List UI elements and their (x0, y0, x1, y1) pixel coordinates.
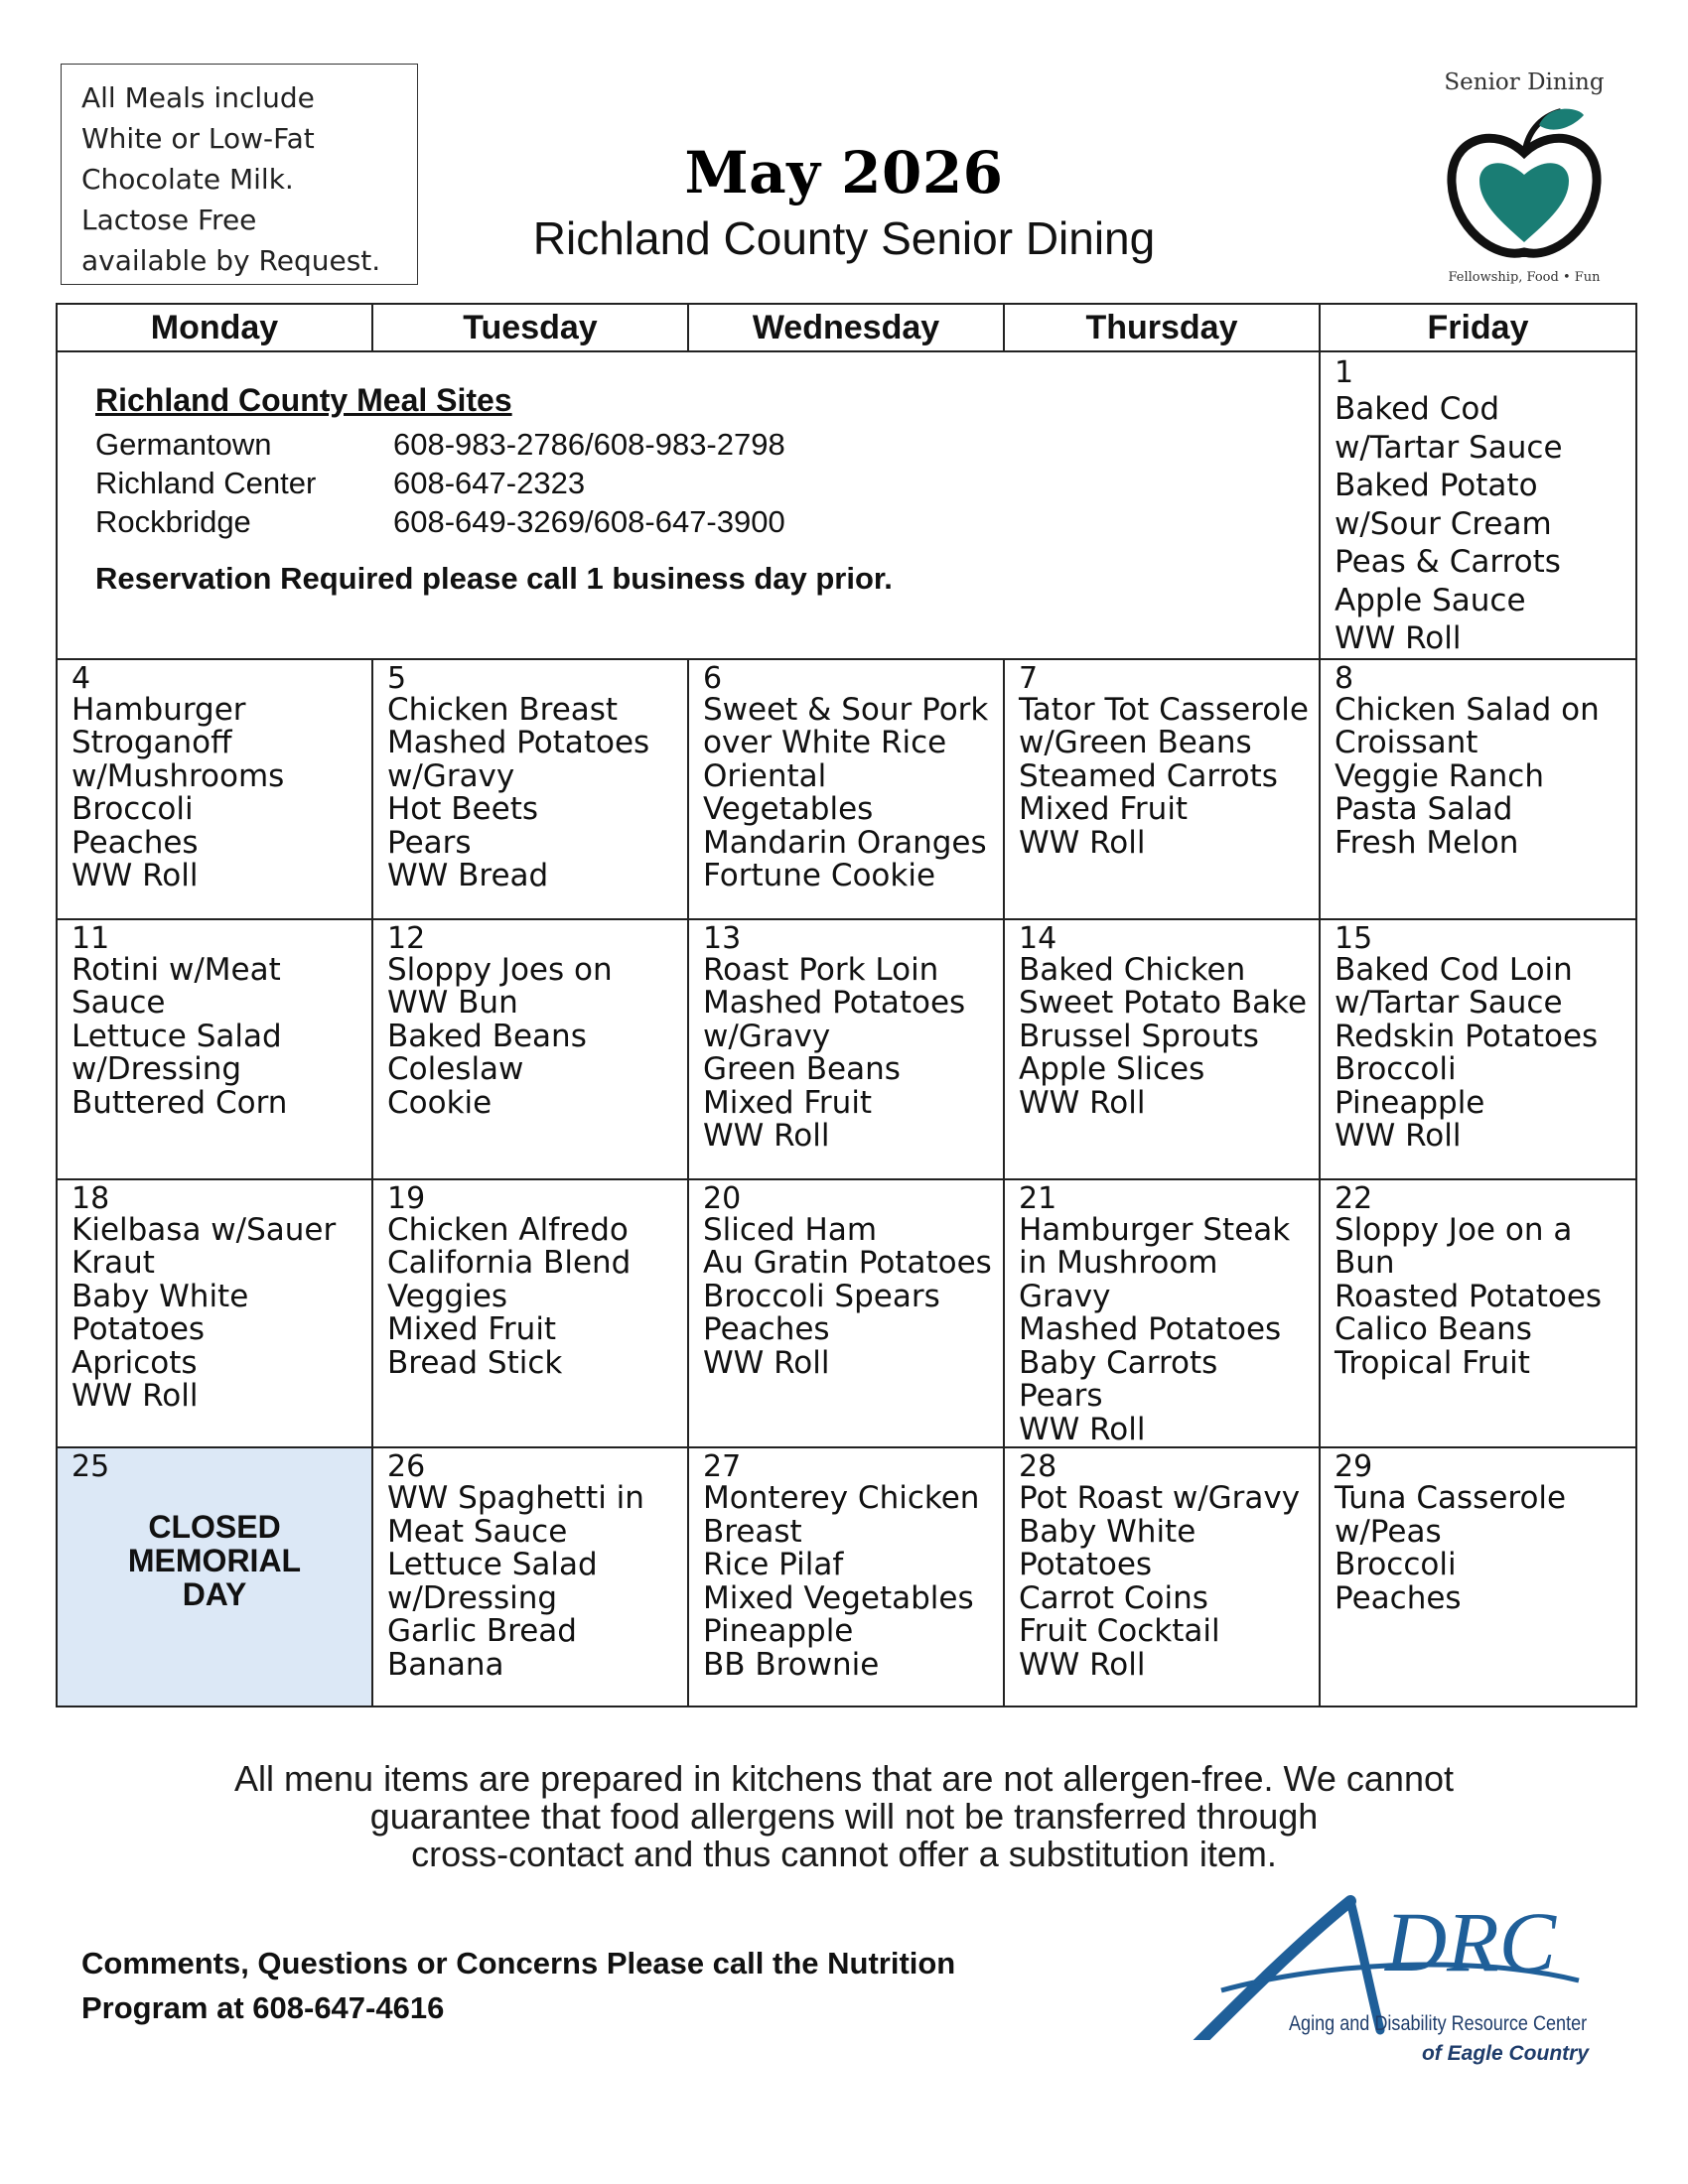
menu-item: w/Gravy (387, 757, 515, 794)
menu-item: WW Roll (1019, 824, 1146, 861)
meal-site-name: Germantown (95, 427, 272, 462)
day-number: 29 (1335, 1449, 1373, 1484)
menu-item: Pears (1019, 1378, 1103, 1414)
day-cell (688, 919, 1004, 1179)
menu-item: Baked Cod Loin (1335, 951, 1573, 988)
menu-item: Carrot Coins (1019, 1579, 1208, 1616)
menu-item: Coleslaw (387, 1051, 524, 1087)
menu-item: California Blend (387, 1245, 632, 1281)
menu-item: WW Roll (1019, 1411, 1146, 1447)
menu-item: Meat Sauce (387, 1513, 568, 1550)
menu-item: WW Roll (703, 1344, 830, 1381)
menu-item: in Mushroom (1019, 1245, 1218, 1281)
menu-item: Rice Pilaf (703, 1547, 844, 1582)
week-row (57, 659, 1636, 919)
menu-calendar (56, 303, 1637, 1707)
menu-item: Hamburger (71, 691, 246, 728)
menu-item: Gravy (1019, 1278, 1111, 1314)
day-cell (1320, 1447, 1636, 1706)
day-cell (372, 1447, 688, 1706)
menu-item: Broccoli Spears (703, 1278, 940, 1314)
menu-item: Rotini w/Meat (71, 951, 281, 988)
menu-item: WW Spaghetti in (387, 1480, 644, 1516)
menu-item: Chicken Salad on (1335, 691, 1600, 728)
day-number: 13 (703, 920, 742, 956)
menu-item: Tropical Fruit (1335, 1344, 1530, 1381)
day-number: 22 (1335, 1180, 1373, 1216)
menu-item: Mixed Fruit (387, 1311, 557, 1347)
menu-item: Veggies (387, 1278, 508, 1314)
day-cell (1320, 1179, 1636, 1448)
menu-item: WW Bun (387, 985, 518, 1021)
meal-sites-heading: Richland County Meal Sites (95, 382, 512, 418)
menu-item: over White Rice (703, 725, 947, 760)
menu-item: Tator Tot Casserole (1019, 691, 1309, 728)
menu-item: Monterey Chicken (703, 1480, 980, 1516)
day-number: 19 (387, 1180, 426, 1216)
week-row (57, 919, 1636, 1179)
menu-item: Peas & Carrots (1335, 544, 1561, 580)
menu-item: Fruit Cocktail (1019, 1613, 1220, 1649)
menu-item: Apple Sauce (1335, 582, 1526, 618)
day-number: 8 (1335, 660, 1354, 696)
menu-item: WW Roll (1335, 620, 1462, 656)
menu-item: Mashed Potatoes (387, 725, 650, 760)
day-cell (1004, 1447, 1320, 1706)
menu-item: Broccoli (1335, 1547, 1457, 1582)
closed-notice-line: CLOSED (148, 1509, 281, 1545)
menu-item: Breast (703, 1513, 802, 1550)
milk-note-line: All Meals include (81, 81, 315, 114)
day-number: 20 (703, 1180, 742, 1216)
milk-note-line: White or Low-Fat (81, 122, 315, 155)
day-number: 4 (71, 660, 91, 696)
menu-item: Pineapple (703, 1613, 854, 1649)
meal-site-phone: 608-649-3269/608-647-3900 (393, 504, 785, 539)
menu-item: WW Roll (71, 858, 199, 893)
menu-item: Hot Beets (387, 791, 539, 827)
menu-item: WW Roll (71, 1378, 199, 1414)
menu-item: Fortune Cookie (703, 858, 936, 893)
menu-item: w/Dressing (387, 1579, 558, 1616)
menu-item: Pasta Salad (1335, 791, 1513, 827)
menu-item: Sweet Potato Bake (1019, 985, 1308, 1021)
reservation-note: Reservation Required please call 1 business day prior. (95, 561, 893, 596)
menu-item: Oriental (703, 757, 827, 794)
day-cell (372, 1179, 688, 1448)
day-cell (372, 919, 688, 1179)
meal-site-phone: 608-983-2786/608-983-2798 (393, 427, 785, 462)
milk-note-line: Lactose Free (81, 204, 257, 236)
menu-item: WW Roll (1019, 1646, 1146, 1683)
weekday-header: Friday (1320, 304, 1636, 351)
day-number: 1 (1335, 355, 1354, 390)
day-number: 7 (1019, 660, 1039, 696)
menu-item: Potatoes (1019, 1547, 1153, 1582)
closed-notice (58, 1510, 371, 1611)
day-number: 18 (71, 1180, 110, 1216)
menu-item: Sauce (71, 985, 166, 1021)
closed-notice-line: MEMORIAL (127, 1543, 302, 1578)
meal-site-row (95, 427, 785, 463)
meal-sites-panel (57, 351, 1320, 659)
menu-item: Hamburger Steak (1019, 1211, 1291, 1248)
day-cell (57, 1179, 372, 1448)
day-cell (688, 659, 1004, 919)
day-cell (57, 659, 372, 919)
day-number: 12 (387, 920, 426, 956)
menu-item: BB Brownie (703, 1646, 880, 1683)
menu-item: Peaches (71, 824, 199, 861)
menu-item: w/Dressing (71, 1051, 242, 1087)
menu-item: Baby White (71, 1278, 249, 1314)
day-number: 5 (387, 660, 407, 696)
menu-item: Baked Cod (1335, 391, 1500, 427)
menu-item: Potatoes (71, 1311, 206, 1347)
adrc-full-name: Aging and Disability Resource Center (1289, 2012, 1588, 2035)
meal-site-row (95, 504, 785, 540)
day-cell (1320, 351, 1636, 659)
day-number: 21 (1019, 1180, 1057, 1216)
menu-item: w/Gravy (703, 1018, 831, 1054)
menu-item: Baked Potato (1335, 468, 1538, 503)
closed-notice-line: DAY (182, 1576, 247, 1612)
menu-item: Kielbasa w/Sauer (71, 1211, 337, 1248)
week-row (57, 351, 1636, 659)
apple-heart-icon (1440, 103, 1609, 267)
menu-item: Chicken Alfredo (387, 1211, 629, 1248)
menu-item: Au Gratin Potatoes (703, 1245, 992, 1281)
menu-item: Mixed Vegetables (703, 1579, 974, 1616)
menu-item: w/Sour Cream (1335, 505, 1552, 542)
menu-item: Baby White (1019, 1513, 1196, 1550)
menu-item: Fresh Melon (1335, 824, 1519, 861)
menu-item: Tuna Casserole (1335, 1480, 1567, 1516)
contact-line: Program at 608-647-4616 (81, 1990, 445, 2025)
menu-item: w/Peas (1335, 1513, 1442, 1550)
menu-item: Lettuce Salad (387, 1547, 598, 1582)
week-row (57, 1179, 1636, 1448)
menu-item: Pineapple (1335, 1084, 1485, 1121)
menu-item: Roast Pork Loin (703, 951, 939, 988)
day-cell (1320, 659, 1636, 919)
disclaimer-line: All menu items are prepared in kitchens that are not allergen-free. We cannot (234, 1758, 1454, 1799)
adrc-logo (1182, 1881, 1599, 2080)
menu-item: Lettuce Salad (71, 1018, 282, 1054)
adrc-region: of Eagle Country (1421, 2042, 1589, 2065)
menu-item: w/Tartar Sauce (1335, 985, 1563, 1021)
page-subtitle: Richland County Senior Dining (532, 212, 1156, 264)
closed-day-cell (57, 1447, 372, 1706)
milk-note-line: available by Request. (81, 244, 381, 277)
menu-item: Apricots (71, 1344, 198, 1381)
menu-item: Broccoli (1335, 1051, 1457, 1087)
menu-item: Peaches (1335, 1579, 1462, 1616)
menu-item: Baked Beans (387, 1018, 587, 1054)
menu-item: Sloppy Joes on (387, 951, 613, 988)
menu-item: Cookie (387, 1084, 492, 1121)
adrc-letters: DRC (1385, 1894, 1556, 1989)
menu-item: Chicken Breast (387, 691, 619, 728)
menu-item: Kraut (71, 1245, 155, 1281)
day-cell (1004, 659, 1320, 919)
menu-item: Mashed Potatoes (1019, 1311, 1282, 1347)
menu-item: Banana (387, 1646, 504, 1683)
day-cell (57, 919, 372, 1179)
menu-item: Mashed Potatoes (703, 985, 966, 1021)
day-number: 26 (387, 1449, 426, 1484)
menu-item: Brussel Sprouts (1019, 1018, 1259, 1054)
menu-item: Mixed Fruit (703, 1084, 873, 1121)
senior-dining-brand: Senior Dining (1444, 69, 1605, 95)
nutrition-contact (81, 1941, 955, 2030)
menu-item: Bread Stick (387, 1344, 563, 1381)
weekday-header-row (57, 304, 1636, 351)
menu-item: Buttered Corn (71, 1084, 288, 1121)
weekday-header: Wednesday (688, 304, 1004, 351)
disclaimer-line: guarantee that food allergens will not be transferred through (369, 1796, 1319, 1837)
menu-item: Pot Roast w/Gravy (1019, 1480, 1301, 1516)
menu-item: w/Green Beans (1019, 725, 1252, 760)
menu-item: Steamed Carrots (1019, 757, 1278, 794)
day-number: 25 (71, 1449, 110, 1484)
day-cell (1320, 919, 1636, 1179)
meal-site-row (95, 466, 586, 501)
senior-dining-logo (1420, 69, 1628, 298)
weekday-header: Tuesday (372, 304, 688, 351)
senior-dining-tagline: Fellowship, Food • Fun (1448, 270, 1601, 285)
menu-item: Mixed Fruit (1019, 791, 1189, 827)
menu-item: Broccoli (71, 791, 194, 827)
menu-item: Croissant (1335, 725, 1478, 760)
day-cell (1004, 919, 1320, 1179)
day-cell (1004, 1179, 1320, 1448)
menu-item: Baked Chicken (1019, 951, 1246, 988)
menu-item: WW Roll (1019, 1084, 1146, 1121)
menu-item: Apple Slices (1019, 1051, 1205, 1087)
menu-item: Roasted Potatoes (1335, 1278, 1603, 1314)
menu-item: w/Tartar Sauce (1335, 429, 1563, 466)
menu-item: WW Roll (1335, 1118, 1462, 1154)
day-cell (688, 1447, 1004, 1706)
page-title: May 2026 (684, 139, 1004, 206)
milk-note-line: Chocolate Milk. (81, 163, 294, 196)
menu-item: Sweet & Sour Pork (703, 691, 989, 728)
menu-item: Sliced Ham (703, 1211, 878, 1248)
menu-item: Sloppy Joe on a (1335, 1211, 1573, 1248)
menu-item: Bun (1335, 1245, 1395, 1281)
day-number: 14 (1019, 920, 1057, 956)
menu-item: Green Beans (703, 1051, 901, 1087)
meal-site-name: Richland Center (95, 466, 317, 500)
weekday-header: Thursday (1004, 304, 1320, 351)
disclaimer-line: cross-contact and thus cannot offer a substitution item. (411, 1834, 1277, 1874)
week-row (57, 1447, 1636, 1706)
menu-item: Redskin Potatoes (1335, 1018, 1599, 1054)
meal-site-phone: 608-647-2323 (393, 466, 586, 500)
menu-item: Stroganoff (71, 725, 232, 760)
menu-item: w/Mushrooms (71, 757, 285, 794)
weekday-header: Monday (57, 304, 372, 351)
menu-item: Mandarin Oranges (703, 824, 987, 861)
day-number: 27 (703, 1449, 742, 1484)
day-number: 11 (71, 920, 110, 956)
day-number: 28 (1019, 1449, 1057, 1484)
menu-item: WW Roll (703, 1118, 830, 1154)
menu-item: Baby Carrots (1019, 1344, 1218, 1381)
contact-line: Comments, Questions or Concerns Please call the Nutrition (81, 1946, 956, 1980)
day-cell (372, 659, 688, 919)
menu-item: WW Bread (387, 858, 549, 893)
day-cell (688, 1179, 1004, 1448)
menu-item: Pears (387, 824, 472, 861)
day-number: 15 (1335, 920, 1373, 956)
menu-item: Calico Beans (1335, 1311, 1532, 1347)
menu-item: Veggie Ranch (1335, 757, 1544, 794)
meal-site-name: Rockbridge (95, 504, 251, 539)
allergen-disclaimer (0, 1760, 1688, 1873)
menu-item: Peaches (703, 1311, 830, 1347)
menu-item: Vegetables (703, 791, 874, 827)
menu-item: Garlic Bread (387, 1613, 577, 1649)
day-number: 6 (703, 660, 723, 696)
